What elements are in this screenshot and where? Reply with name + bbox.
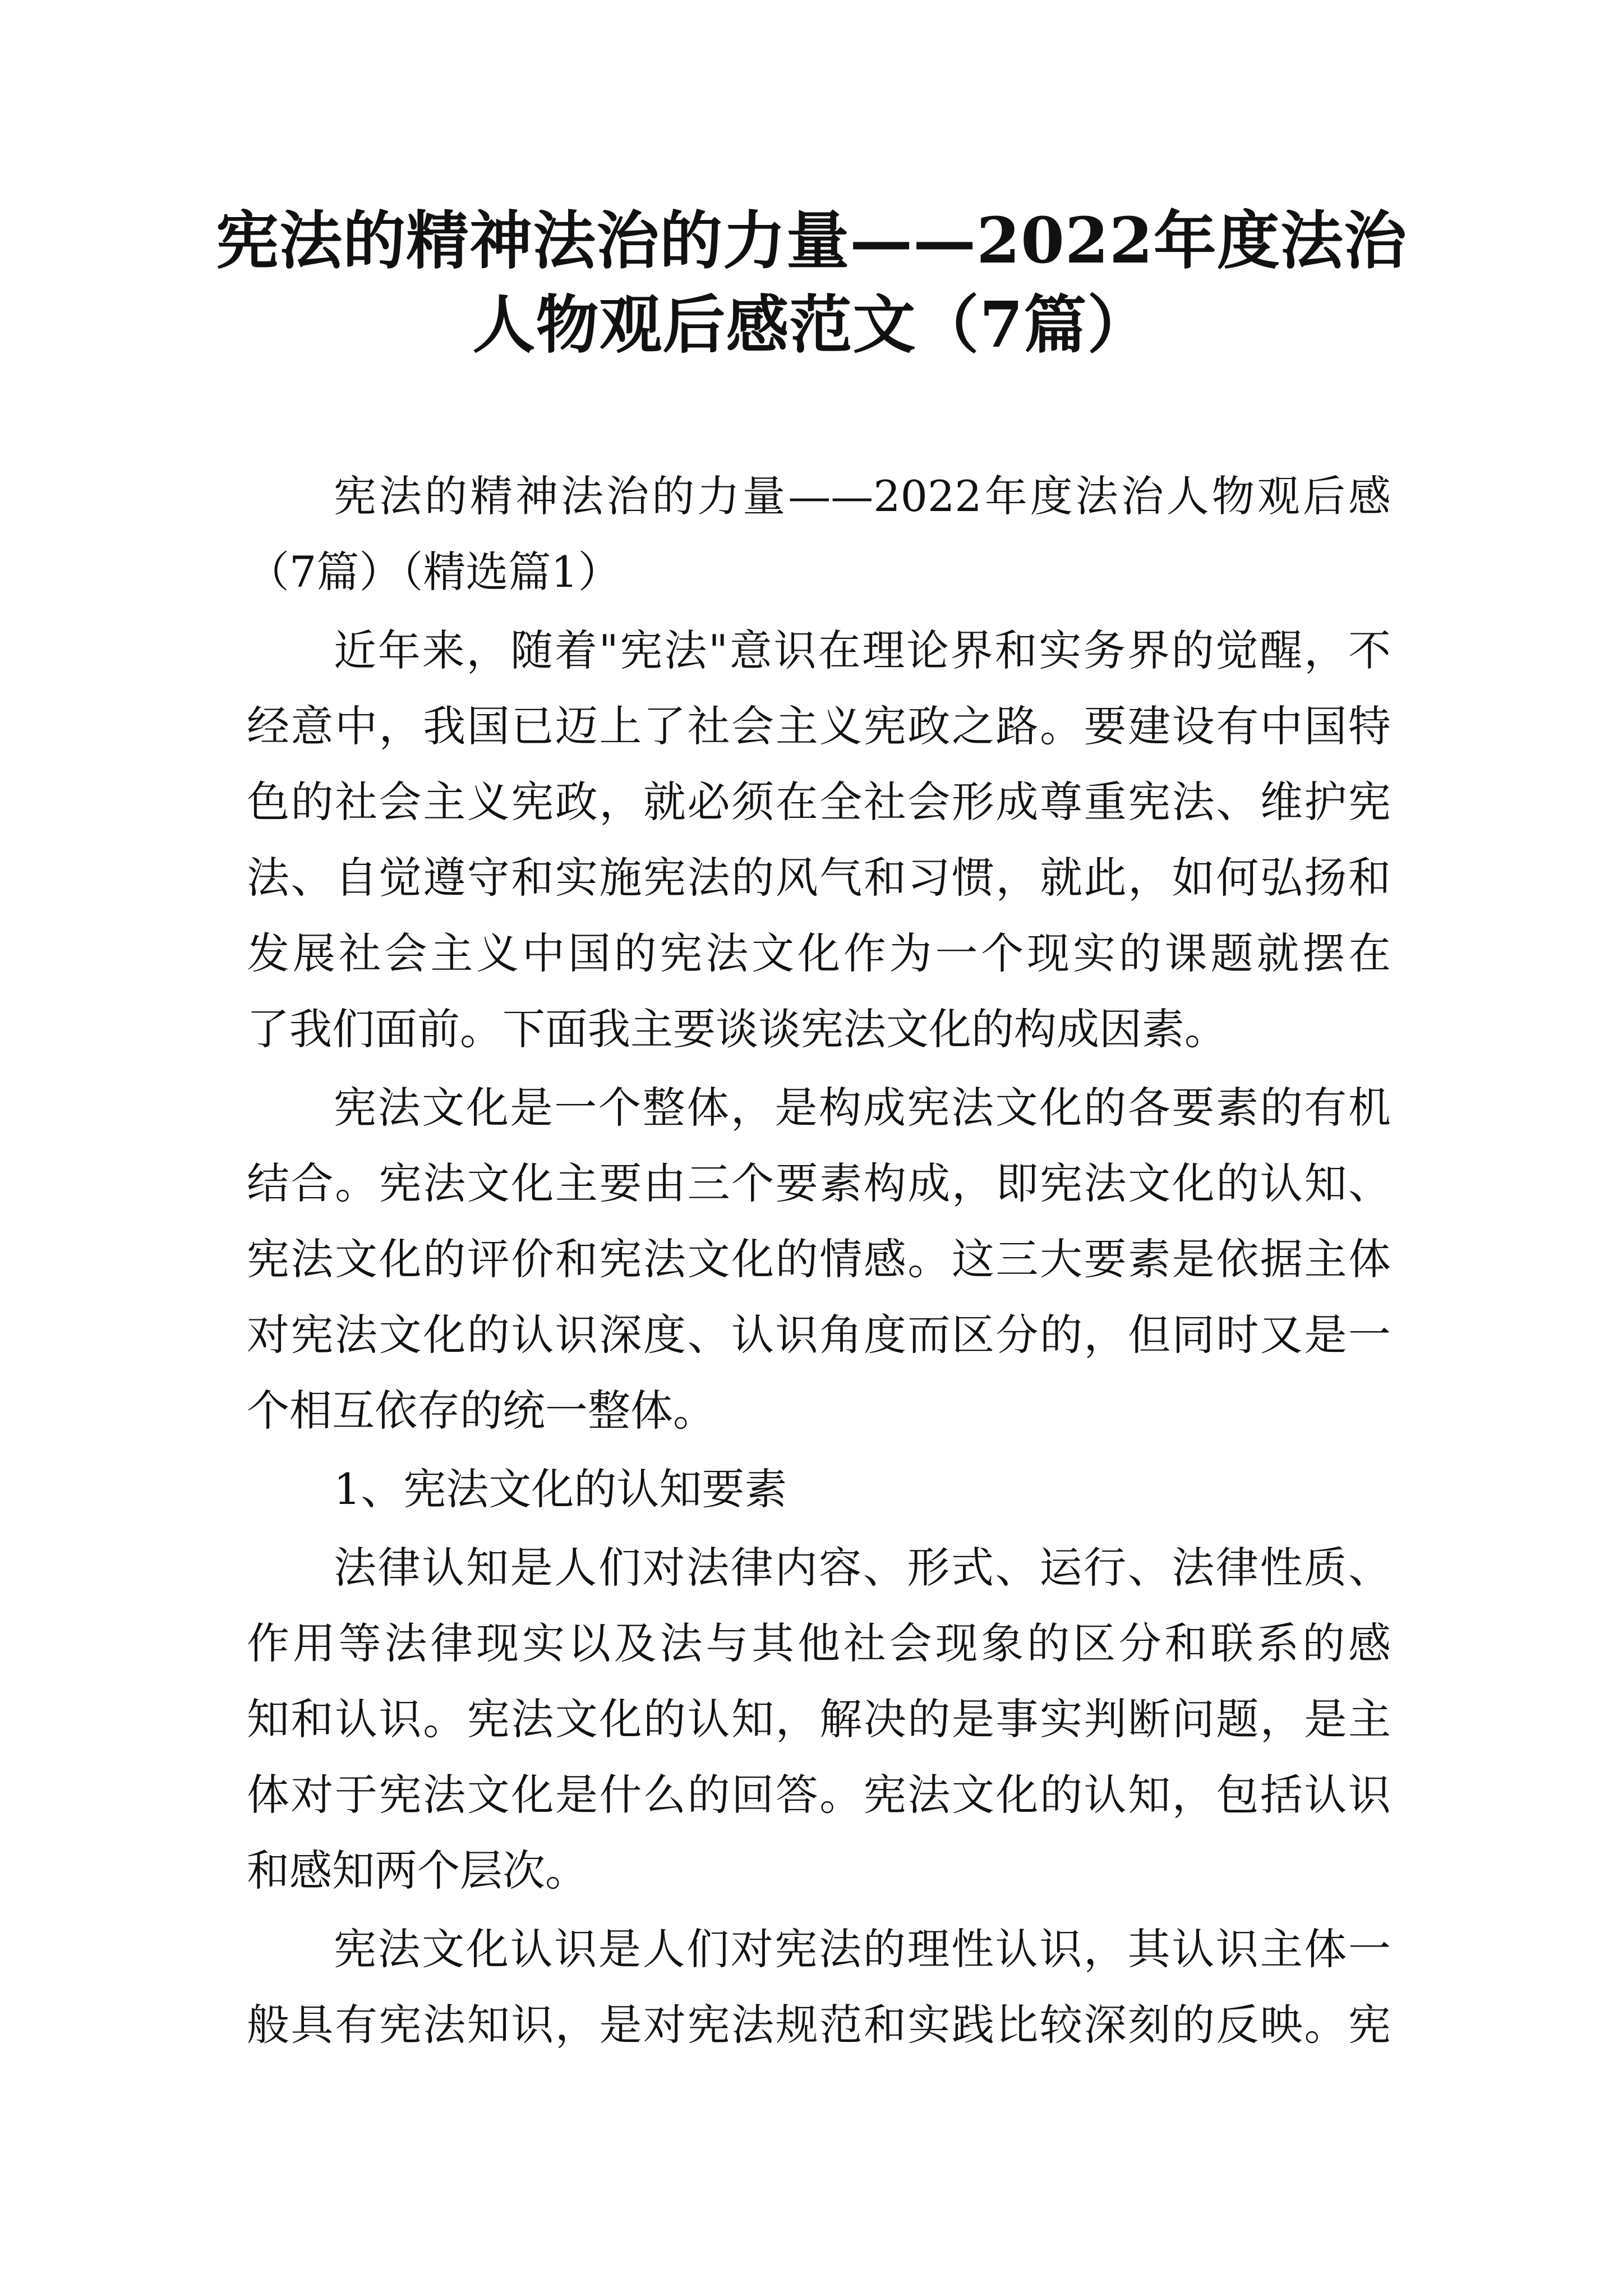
- body-text-line: 发展社会主义中国的宪法文化作为一个现实的课题就摆在: [247, 928, 1391, 978]
- body-text-line: 近年来，随着"宪法"意识在理论界和实务界的觉醒，不: [334, 625, 1391, 675]
- body-text-line: 宪法文化是一个整体，是构成宪法文化的各要素的有机: [334, 1083, 1391, 1133]
- body-text-line: 宪法的精神法治的力量——2022年度法治人物观后感: [334, 471, 1391, 521]
- body-text-line: （7篇）（精选篇1）: [247, 547, 621, 597]
- body-text-line: 体对于宪法文化是什么的回答。宪法文化的认知，包括认识: [247, 1770, 1391, 1820]
- document-title-line-2: 人物观后感范文（7篇）: [472, 288, 1151, 362]
- body-text-line: 法、自觉遵守和实施宪法的风气和习惯，就此，如何弘扬和: [247, 853, 1391, 903]
- body-text-line: 法律认知是人们对法律内容、形式、运行、法律性质、: [334, 1543, 1391, 1593]
- body-text-line: 个相互依存的统一整体。: [247, 1386, 716, 1435]
- body-text-line: 色的社会主义宪政，就必须在全社会形成尊重宪法、维护宪: [247, 777, 1391, 827]
- body-text-line: 了我们面前。下面我主要谈谈宪法文化的构成因素。: [247, 1004, 1227, 1054]
- body-text-line: 对宪法文化的认识深度、认识角度而区分的，但同时又是一: [247, 1310, 1391, 1360]
- body-text-line: 经意中，我国已迈上了社会主义宪政之路。要建设有中国特: [247, 701, 1391, 751]
- body-text-line: 作用等法律现实以及法与其他社会现象的区分和联系的感: [247, 1618, 1391, 1668]
- body-text-line: 结合。宪法文化主要由三个要素构成，即宪法文化的认知、: [247, 1158, 1391, 1208]
- body-text-line: 宪法文化认识是人们对宪法的理性认识，其认识主体一: [334, 1924, 1391, 1974]
- body-text-line: 1、宪法文化的认知要素: [334, 1464, 787, 1514]
- body-text-line: 般具有宪法知识，是对宪法规范和实践比较深刻的反映。宪: [247, 2000, 1391, 2050]
- document-title-line-1: 宪法的精神法治的力量——2022年度法治: [216, 204, 1407, 278]
- body-text-line: 宪法文化的评价和宪法文化的情感。这三大要素是依据主体: [247, 1234, 1391, 1284]
- body-text-line: 和感知两个层次。: [247, 1846, 588, 1895]
- body-text-line: 知和认识。宪法文化的认知，解决的是事实判断问题，是主: [247, 1694, 1391, 1744]
